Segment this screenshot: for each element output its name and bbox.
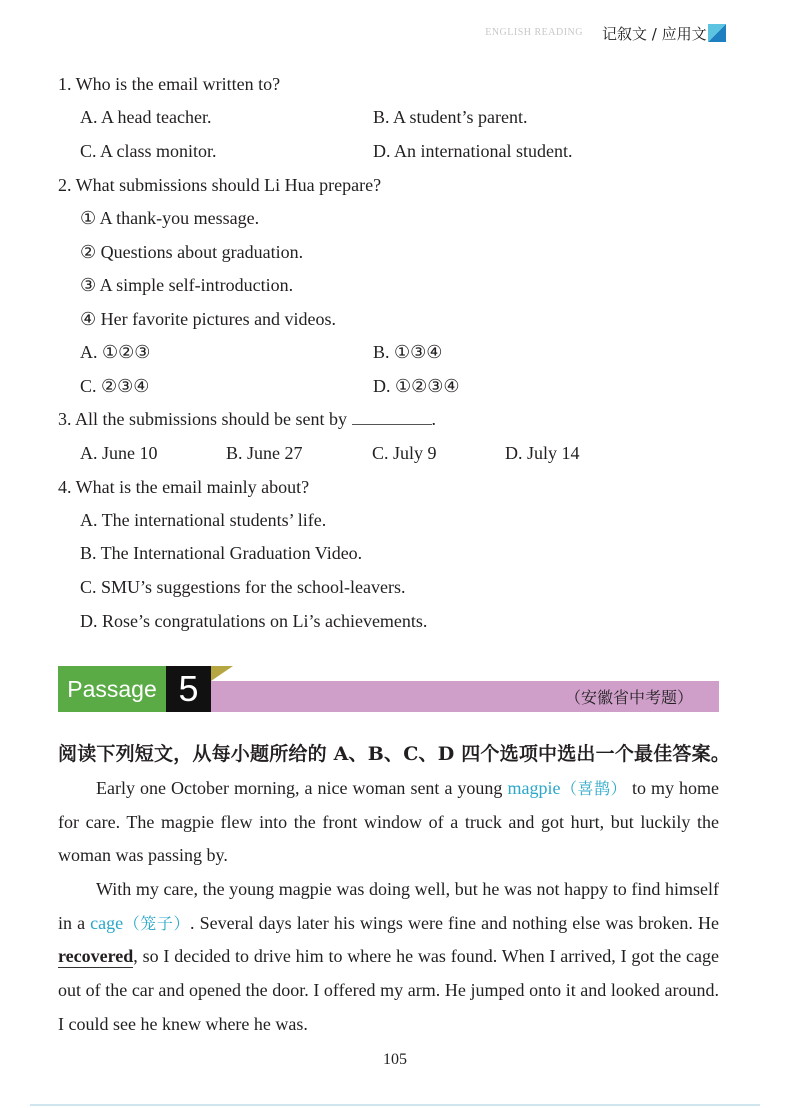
q4-option-c: C. SMU’s suggestions for the school-leavers. — [80, 577, 406, 597]
question-4-stem: 4. What is the email mainly about? — [58, 477, 310, 497]
passage-number: 5 — [166, 666, 211, 712]
q3-option-d: D. July 14 — [505, 443, 580, 463]
q4-option-b: B. The International Graduation Video. — [80, 543, 363, 563]
keyword-cage-gloss: （笼子） — [123, 913, 191, 933]
keyword-recovered: recovered — [58, 946, 134, 967]
q4-option-a: A. The international students’ life. — [80, 510, 327, 530]
series-label: ENGLISH READING — [485, 27, 583, 38]
q1-option-a: A. A head teacher. — [80, 107, 212, 127]
keyword-cage: cage — [90, 912, 124, 933]
q3-option-c: C. July 9 — [372, 443, 437, 463]
q2-option-b: B. ①③④ — [373, 342, 443, 362]
q2-item-4: ④ Her favorite pictures and videos. — [80, 309, 337, 329]
p2-text-2: . Several days later his wings were fine and nothing else was broken. He — [190, 912, 719, 933]
answer-blank — [352, 408, 432, 425]
q1-option-b: B. A student’s parent. — [373, 107, 528, 127]
page-number: 105 — [383, 1051, 407, 1068]
corner-mark-icon — [708, 24, 726, 42]
q1-option-d: D. An international student. — [373, 141, 573, 161]
q2-option-a: A. ①②③ — [80, 342, 151, 362]
q3-option-b: B. June 27 — [226, 443, 303, 463]
q2-item-1: ① A thank-you message. — [80, 208, 260, 228]
q4-option-d: D. Rose’s congratulations on Li’s achievements. — [80, 611, 428, 631]
question-1-stem: 1. Who is the email written to? — [58, 74, 281, 94]
passage-source: （安徽省中考题） — [564, 688, 693, 707]
p1-text-1: Early one October morning, a nice woman sent a young — [96, 778, 508, 798]
instructions: 阅读下列短文，从每小题所给的 A、B、C、D 四个选项中选出一个最佳答案。 — [58, 743, 731, 765]
paragraph-1 — [58, 772, 719, 873]
q3-stem-end: . — [431, 409, 437, 429]
keyword-magpie-gloss: （喜鹊） — [560, 779, 627, 798]
keyword-magpie: magpie — [507, 778, 561, 798]
p2-text-1: With my care, the young magpie was doing well, but he was not happy to find himself in a — [58, 879, 719, 933]
q2-item-2: ② Questions about graduation. — [80, 242, 304, 262]
question-3-stem — [58, 407, 436, 431]
p2-text-3: , so I decided to drive him to where he was found. When I arrived, I got the cage out of the car and opened the door. I offered my arm. He jumped onto it and looked around. I could see he knew where he was. — [58, 946, 719, 1034]
banner-triangle — [211, 666, 233, 681]
q1-option-c: C. A class monitor. — [80, 141, 217, 161]
question-2-stem: 2. What submissions should Li Hua prepare? — [58, 175, 382, 195]
section-label: 记叙文 / 应用文 — [602, 25, 707, 43]
q2-option-d: D. ①②③④ — [373, 376, 460, 396]
q3-option-a: A. June 10 — [80, 443, 158, 463]
passage-label: Passage — [58, 666, 166, 712]
paragraph-2 — [58, 873, 719, 1042]
q2-item-3: ③ A simple self-introduction. — [80, 275, 294, 295]
p1-text-2: to my home for care. The magpie flew into the front window of a truck and got hurt, but luckily the woman was passing by. — [58, 778, 719, 866]
passage-banner — [58, 666, 719, 712]
q2-option-c: C. ②③④ — [80, 376, 150, 396]
q3-stem-text: 3. All the submissions should be sent by — [58, 409, 348, 429]
bottom-rule — [30, 1104, 760, 1106]
